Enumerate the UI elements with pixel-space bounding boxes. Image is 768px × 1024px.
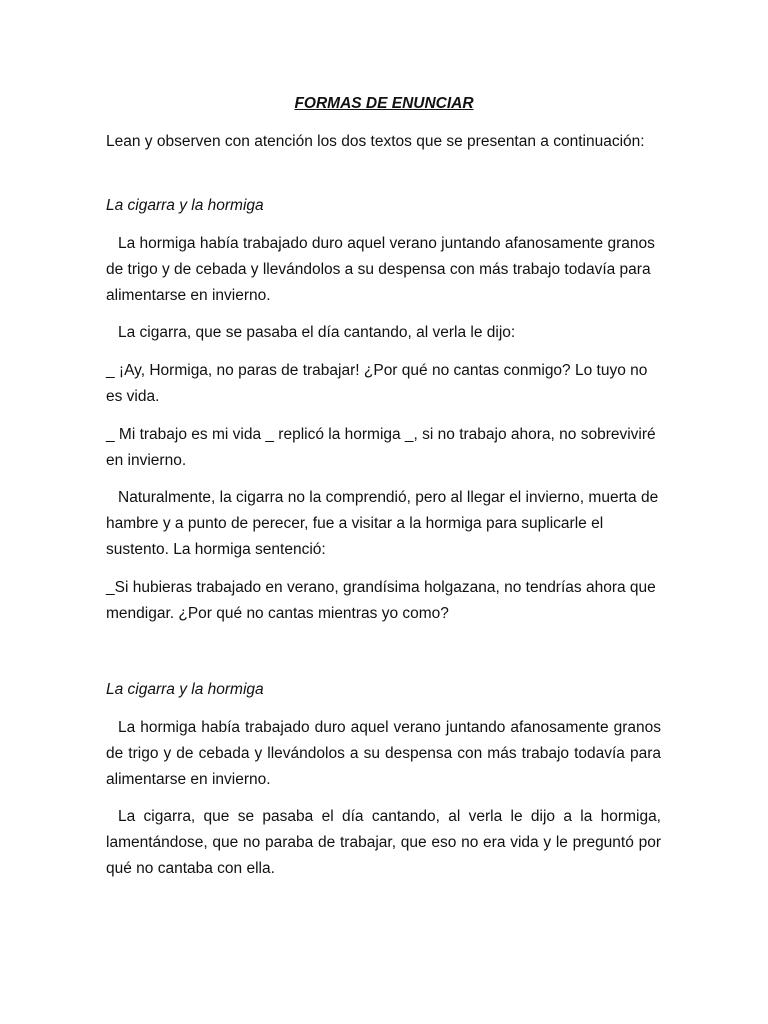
document-title: FORMAS DE ENUNCIAR	[294, 95, 474, 112]
text1-heading: La cigarra y la hormiga	[106, 197, 264, 214]
text1-paragraph-1: La hormiga había trabajado duro aquel verano juntando afanosamente granos de trigo y de cebada y llevándolos a su despensa con más trabajo todavía para alimentarse en invierno.	[106, 235, 655, 304]
text1-paragraph-5: Naturalmente, la cigarra no la comprendió, pero al llegar el invierno, muerta de hambre y a punto de perecer, fue a visitar a la hormiga para suplicarle el sustento. La hormiga sentenció:	[106, 489, 659, 558]
intro-paragraph: Lean y observen con atención los dos textos que se presentan a continuación:	[106, 133, 645, 150]
text1-paragraph-3: _ ¡Ay, Hormiga, no paras de trabajar! ¿Por qué no cantas conmigo? Lo tuyo no es vida.	[106, 362, 648, 405]
text2-heading: La cigarra y la hormiga	[106, 681, 264, 698]
text2-paragraph-2: La cigarra, que se pasaba el día cantando, al verla le dijo a la hormiga, lamentándose, que no paraba de trabajar, que eso no era vida y le preguntó por qué no cantaba con ella.	[106, 808, 661, 877]
text2-paragraph-1: La hormiga había trabajado duro aquel verano juntando afanosamente granos de trigo y de cebada y llevándolos a su despensa con más trabajo todavía para alimentarse en invierno.	[106, 719, 661, 788]
text1-paragraph-2: La cigarra, que se pasaba el día cantando, al verla le dijo:	[118, 324, 516, 341]
text1-paragraph-4: _ Mi trabajo es mi vida _ replicó la hormiga _, si no trabajo ahora, no sobreviviré en invierno.	[106, 426, 656, 469]
text1-paragraph-6: _Si hubieras trabajado en verano, grandísima holgazana, no tendrías ahora que mendigar. ¿Por qué no cantas mientras yo como?	[106, 579, 656, 622]
